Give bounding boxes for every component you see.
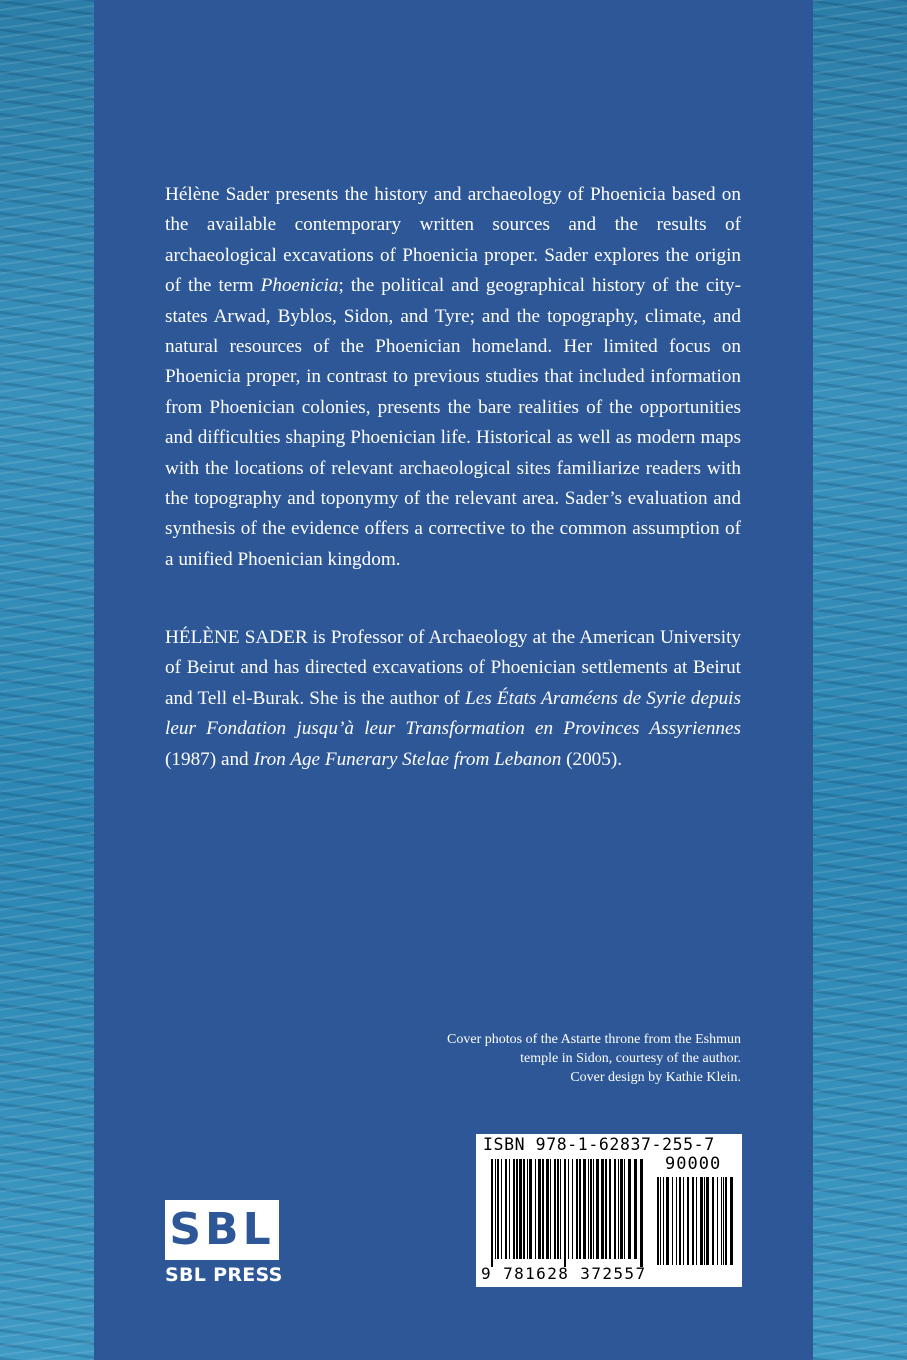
ean-digits: 9 781628 372557 [481,1264,647,1283]
book-title-iron-age: Iron Age Funerary Stelae from Lebanon [253,748,562,770]
isbn-barcode [476,1134,742,1287]
cover-credits: Cover photos of the Astarte throne from the Eshmun temple in Sidon, courtesy of the author. Cover design by Kathie Klein. [447,1032,741,1085]
isbn-text: ISBN 978-1-62837-255-7 [483,1135,715,1154]
price-addon-digits: 90000 [665,1154,722,1174]
book-description: Hélène Sader presents the history and archaeology of Phoenicia based on the available contemporary written sources and the results of archaeological excavations of Phoenicia proper. Sader explores the origin of the term Phoenicia; the political and geographical history of the city-states Arwad, Byblos, Sidon, and Tyre; and the topography, climate, and natural resources of the Phoenician homeland. Her limited focus on Phoenicia proper, in contrast to previous studies that included information from Phoenician colonies, presents the bare realities of the opportunities and difficulties shaping Phoenician life. Historical as well as modern maps with the locations of relevant archaeological sites familiarize readers with the topography and toponymy of the relevant area. Sader’s evaluation and synthesis of the evidence offers a corrective to the common assumption of a unified Phoenician kingdom. [165,184,741,570]
sea-background-left [0,0,94,1360]
sbl-press-logo [165,1200,281,1288]
logo-letters: SBL [169,1204,275,1255]
sea-background-right [813,0,907,1360]
author-bio: HÉLÈNE SADER is Professor of Archaeology at the American University of Beirut and has directed excavations of Phoenician settlements at Beirut and Tell el-Burak. She is the author of Les États Araméens de Syrie depuis leur Fondation jusqu’à leur Transformation en Provinces Assyriennes (1987) and Iron Age Funerary Stelae from Lebanon (2005). [165,627,741,770]
term-phoenicia: Phoenicia [260,275,339,297]
book-title-les-etats: Les États Araméens de Syrie depuis leur Fondation jusqu’à leur Transformation en Provinces Assyriennes [165,687,741,740]
logo-box [165,1200,279,1260]
publisher-name: SBL PRESS [165,1264,283,1286]
